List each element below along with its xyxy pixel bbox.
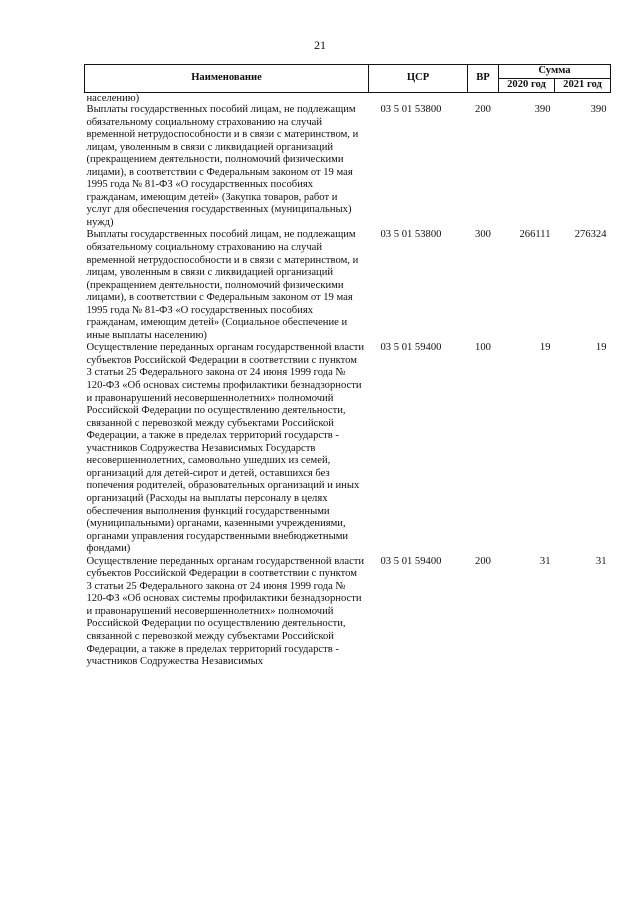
row-csr: 03 5 01 53800 — [380, 229, 442, 241]
row-name: Выплаты государственных пособий лицам, не подлежащим обязательному социальному страхованию на случай временной нетрудоспособности и в связи с материнством, и лицам, уволенным в связи с ликвидацией организаций (прекращением деятельности, полномочий физическими лицами), в соответствии с Федеральным законом от 19 мая 1995 года № 81-ФЗ «О государственных пособиях гражданам, имеющим детей» (Социальное обеспечение и иные выплаты населению) — [86, 229, 359, 341]
header-name: Наименование — [85, 65, 369, 93]
continuation-text: населению) — [86, 93, 140, 104]
page-number: 21 — [314, 38, 326, 52]
row-amount-2021: 19 — [595, 342, 607, 354]
table-row-continuation — [85, 93, 611, 105]
row-name: Выплаты государственных пособий лицам, не подлежащим обязательному социальному страхованию на случай временной нетрудоспособности и в связи с материнством, и лицам, уволенным в связи с ликвидацией организаций (прекращением деятельности, полномочий физическими лицами), в соответствии с Федеральным законом от 19 мая 1995 года № 81-ФЗ «О государственных пособиях гражданам, имеющим детей» (Закупка товаров, работ и услуг для обеспечения государственных (муниципальных) нужд) — [86, 104, 359, 228]
header-year-2021: 2021 год — [555, 79, 611, 93]
row-amount-2020: 19 — [539, 342, 551, 354]
budget-table — [84, 64, 611, 669]
row-csr: 03 5 01 59400 — [380, 342, 442, 354]
header-csr: ЦСР — [369, 65, 468, 93]
row-amount-2021: 276324 — [574, 229, 607, 241]
row-amount-2020: 31 — [539, 555, 551, 567]
row-vr: 300 — [475, 229, 491, 241]
row-vr: 200 — [475, 555, 491, 567]
header-year-2020: 2020 год — [499, 79, 555, 93]
row-name: Осуществление переданных органам государственной власти субъектов Российской Федерации в соответствии с пунктом 3 статьи 25 Федерального закона от 24 июня 1999 года № 120-ФЗ «Об основах системы профилактики безнадзорности и правонарушений несовершеннолетних» полномочий Российской Федерации по осуществлению деятельности, связанной с перевозкой между субъектами Российской Федерации, а также в пределах территорий государств - участников Содружества Независимых — [86, 555, 365, 668]
row-amount-2020: 266111 — [519, 229, 551, 241]
header-vr: ВР — [468, 65, 499, 93]
row-amount-2020: 390 — [534, 104, 551, 115]
row-csr: 03 5 01 53800 — [380, 104, 442, 115]
row-name: Осуществление переданных органам государственной власти субъектов Российской Федерации в соответствии с пунктом 3 статьи 25 Федерального закона от 24 июня 1999 года № 120-ФЗ «Об основах системы профилактики безнадзорности и правонарушений несовершеннолетних» полномочий Российской Федерации по осуществлению деятельности, связанной с перевозкой между субъектами Российской Федерации, а также в пределах территорий государств - участников Содружества Независимых Государств несовершеннолетних, самовольно ушедших из семей, организаций для детей-сирот и детей, оставшихся без попечения родителей, образовательных организаций и иных организаций (Расходы на выплаты персоналу в целях обеспечения выполнения функций государственными (муниципальными) органами, казенными учреждениями, органами управления государственными внебюджетными фондами) — [86, 342, 365, 555]
header-sum: Сумма — [499, 65, 611, 79]
row-amount-2021: 31 — [595, 555, 607, 567]
table-row — [85, 342, 611, 555]
table-row — [85, 556, 611, 669]
row-csr: 03 5 01 59400 — [380, 555, 442, 567]
row-vr: 200 — [475, 104, 491, 115]
row-amount-2021: 390 — [590, 104, 607, 115]
row-vr: 100 — [475, 342, 491, 354]
table-row — [85, 104, 611, 229]
table-header — [85, 65, 611, 93]
table-row — [85, 229, 611, 342]
